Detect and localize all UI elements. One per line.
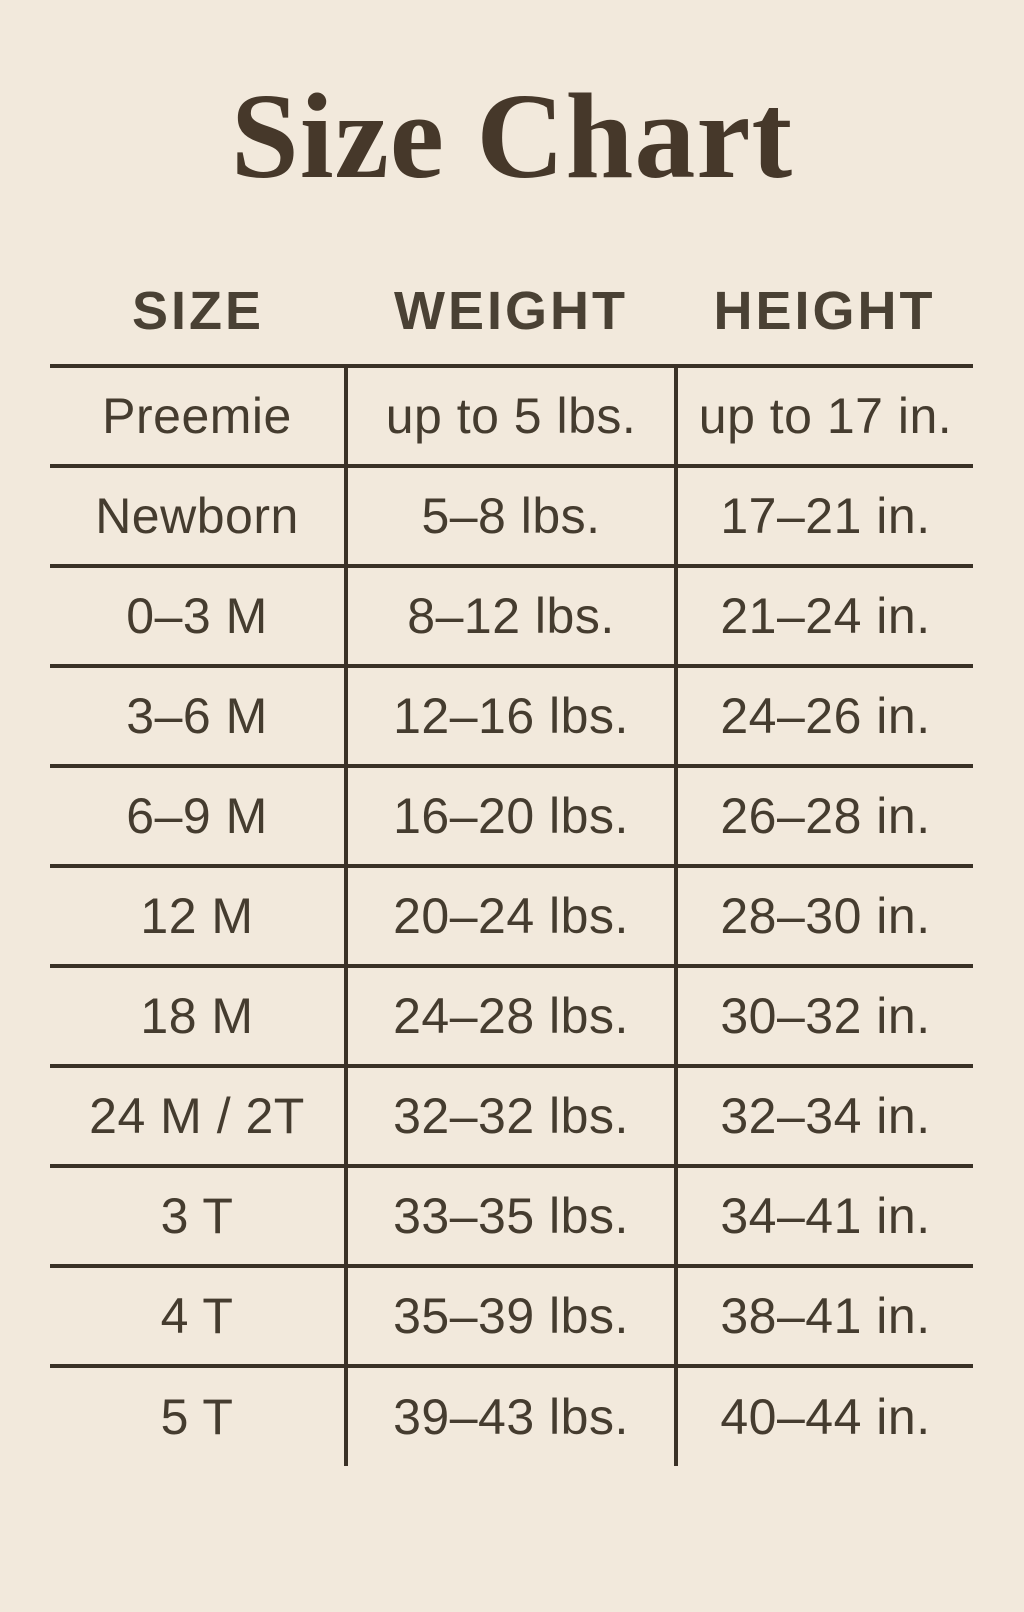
- height-cell: 40–44 in.: [676, 1366, 973, 1466]
- table-row: [50, 766, 973, 866]
- page-title: Size Chart: [230, 69, 794, 204]
- size-cell: 0–3 M: [50, 566, 346, 666]
- size-cell: 24 M / 2T: [50, 1066, 346, 1166]
- size-chart-page: [0, 69, 1024, 1612]
- table-row: [50, 1066, 973, 1166]
- size-cell: 18 M: [50, 966, 346, 1066]
- height-cell: 24–26 in.: [676, 666, 973, 766]
- column-header-weight: WEIGHT: [394, 281, 628, 341]
- header-row: [50, 258, 973, 366]
- height-cell: 26–28 in.: [676, 766, 973, 866]
- size-cell: 3–6 M: [50, 666, 346, 766]
- weight-cell: 33–35 lbs.: [346, 1166, 676, 1266]
- column-header-height: HEIGHT: [713, 281, 936, 341]
- table-row: [50, 666, 973, 766]
- table-row: [50, 1166, 973, 1266]
- height-cell: 17–21 in.: [676, 466, 973, 566]
- table-row: [50, 366, 973, 466]
- weight-cell: up to 5 lbs.: [346, 366, 676, 466]
- size-chart-table: [50, 258, 973, 1466]
- table-row: [50, 466, 973, 566]
- height-cell: 38–41 in.: [676, 1266, 973, 1366]
- column-header-size: SIZE: [131, 281, 265, 341]
- height-cell: 34–41 in.: [676, 1166, 973, 1266]
- size-cell: 3 T: [50, 1166, 346, 1266]
- weight-cell: 39–43 lbs.: [346, 1366, 676, 1466]
- weight-cell: 35–39 lbs.: [346, 1266, 676, 1366]
- height-cell: 32–34 in.: [676, 1066, 973, 1166]
- weight-cell: 8–12 lbs.: [346, 566, 676, 666]
- height-cell: 21–24 in.: [676, 566, 973, 666]
- size-cell: 12 M: [50, 866, 346, 966]
- size-cell: Preemie: [50, 366, 346, 466]
- table-row: [50, 1366, 973, 1466]
- weight-cell: 20–24 lbs.: [346, 866, 676, 966]
- height-cell: up to 17 in.: [676, 366, 973, 466]
- size-cell: 5 T: [50, 1366, 346, 1466]
- weight-cell: 5–8 lbs.: [346, 466, 676, 566]
- weight-cell: 24–28 lbs.: [346, 966, 676, 1066]
- table-row: [50, 566, 973, 666]
- height-cell: 28–30 in.: [676, 866, 973, 966]
- table-row: [50, 966, 973, 1066]
- size-cell: 6–9 M: [50, 766, 346, 866]
- table-row: [50, 866, 973, 966]
- weight-cell: 16–20 lbs.: [346, 766, 676, 866]
- size-cell: 4 T: [50, 1266, 346, 1366]
- table-row: [50, 1266, 973, 1366]
- weight-cell: 32–32 lbs.: [346, 1066, 676, 1166]
- height-cell: 30–32 in.: [676, 966, 973, 1066]
- weight-cell: 12–16 lbs.: [346, 666, 676, 766]
- size-cell: Newborn: [50, 466, 346, 566]
